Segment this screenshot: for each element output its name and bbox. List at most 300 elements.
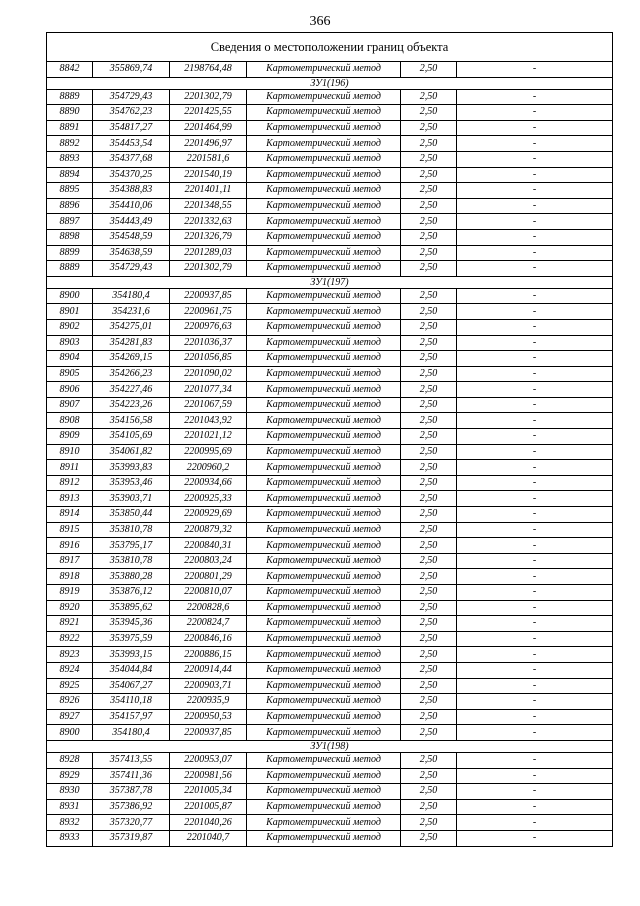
table-row	[47, 491, 613, 507]
table-row	[47, 460, 613, 476]
method-cell: Картометрический метод	[247, 229, 401, 245]
y-coordinate-cell: 2200846,16	[170, 631, 247, 647]
y-coordinate-cell: 2201036,37	[170, 335, 247, 351]
table-row	[47, 261, 613, 277]
x-coordinate-cell: 357411,36	[93, 768, 170, 784]
method-cell: Картометрический метод	[247, 815, 401, 831]
table-row	[47, 319, 613, 335]
description-cell: -	[457, 799, 613, 815]
method-cell: Картометрический метод	[247, 830, 401, 846]
boundary-coordinates-table	[46, 32, 613, 847]
table-row	[47, 366, 613, 382]
point-number-cell: 8896	[47, 198, 93, 214]
description-cell: -	[457, 475, 613, 491]
x-coordinate-cell: 353795,17	[93, 538, 170, 554]
y-coordinate-cell: 2201056,85	[170, 351, 247, 367]
x-coordinate-cell: 357319,87	[93, 830, 170, 846]
table-row	[47, 304, 613, 320]
x-coordinate-cell: 357413,55	[93, 752, 170, 768]
method-cell: Картометрический метод	[247, 784, 401, 800]
accuracy-cell: 2,50	[401, 120, 457, 136]
table-row	[47, 167, 613, 183]
method-cell: Картометрический метод	[247, 136, 401, 152]
group-header-row	[47, 276, 613, 288]
table-row	[47, 569, 613, 585]
description-cell: -	[457, 538, 613, 554]
table-row	[47, 585, 613, 601]
point-number-cell: 8911	[47, 460, 93, 476]
x-coordinate-cell: 353880,28	[93, 569, 170, 585]
table-row	[47, 351, 613, 367]
method-cell: Картометрический метод	[247, 335, 401, 351]
point-number-cell: 8921	[47, 616, 93, 632]
y-coordinate-cell: 2201401,11	[170, 183, 247, 199]
table-row	[47, 752, 613, 768]
y-coordinate-cell: 2200937,85	[170, 725, 247, 741]
y-coordinate-cell: 2200810,07	[170, 585, 247, 601]
method-cell: Картометрический метод	[247, 319, 401, 335]
point-number-cell: 8929	[47, 768, 93, 784]
x-coordinate-cell: 354388,83	[93, 183, 170, 199]
table-row	[47, 105, 613, 121]
accuracy-cell: 2,50	[401, 725, 457, 741]
accuracy-cell: 2,50	[401, 183, 457, 199]
description-cell: -	[457, 585, 613, 601]
method-cell: Картометрический метод	[247, 62, 401, 78]
point-number-cell: 8891	[47, 120, 93, 136]
x-coordinate-cell: 354817,27	[93, 120, 170, 136]
table-row	[47, 616, 613, 632]
x-coordinate-cell: 354156,58	[93, 413, 170, 429]
method-cell: Картометрический метод	[247, 491, 401, 507]
x-coordinate-cell: 354370,25	[93, 167, 170, 183]
x-coordinate-cell: 354180,4	[93, 725, 170, 741]
y-coordinate-cell: 2201302,79	[170, 261, 247, 277]
accuracy-cell: 2,50	[401, 616, 457, 632]
table-row	[47, 413, 613, 429]
accuracy-cell: 2,50	[401, 460, 457, 476]
table-row	[47, 136, 613, 152]
point-number-cell: 8894	[47, 167, 93, 183]
y-coordinate-cell: 2201005,87	[170, 799, 247, 815]
method-cell: Картометрический метод	[247, 662, 401, 678]
description-cell: -	[457, 245, 613, 261]
description-cell: -	[457, 120, 613, 136]
accuracy-cell: 2,50	[401, 553, 457, 569]
table-row	[47, 709, 613, 725]
method-cell: Картометрический метод	[247, 799, 401, 815]
y-coordinate-cell: 2200929,69	[170, 507, 247, 523]
y-coordinate-cell: 2200840,31	[170, 538, 247, 554]
description-cell: -	[457, 491, 613, 507]
accuracy-cell: 2,50	[401, 366, 457, 382]
table-row	[47, 335, 613, 351]
accuracy-cell: 2,50	[401, 799, 457, 815]
y-coordinate-cell: 2201332,63	[170, 214, 247, 230]
method-cell: Картометрический метод	[247, 397, 401, 413]
group-label: ЗУ1(196)	[47, 77, 613, 89]
x-coordinate-cell: 354729,43	[93, 89, 170, 105]
y-coordinate-cell: 2201581,6	[170, 151, 247, 167]
group-header-row	[47, 77, 613, 89]
description-cell: -	[457, 444, 613, 460]
y-coordinate-cell: 2201067,59	[170, 397, 247, 413]
description-cell: -	[457, 151, 613, 167]
accuracy-cell: 2,50	[401, 600, 457, 616]
accuracy-cell: 2,50	[401, 198, 457, 214]
table-row	[47, 678, 613, 694]
x-coordinate-cell: 353876,12	[93, 585, 170, 601]
point-number-cell: 8930	[47, 784, 93, 800]
accuracy-cell: 2,50	[401, 784, 457, 800]
y-coordinate-cell: 2200886,15	[170, 647, 247, 663]
y-coordinate-cell: 2200803,24	[170, 553, 247, 569]
x-coordinate-cell: 353810,78	[93, 522, 170, 538]
method-cell: Картометрический метод	[247, 507, 401, 523]
table-row	[47, 245, 613, 261]
description-cell: -	[457, 198, 613, 214]
table-row	[47, 662, 613, 678]
accuracy-cell: 2,50	[401, 167, 457, 183]
description-cell: -	[457, 616, 613, 632]
accuracy-cell: 2,50	[401, 288, 457, 304]
point-number-cell: 8912	[47, 475, 93, 491]
x-coordinate-cell: 354762,23	[93, 105, 170, 121]
method-cell: Картометрический метод	[247, 151, 401, 167]
description-cell: -	[457, 397, 613, 413]
point-number-cell: 8928	[47, 752, 93, 768]
x-coordinate-cell: 353953,46	[93, 475, 170, 491]
accuracy-cell: 2,50	[401, 694, 457, 710]
point-number-cell: 8900	[47, 288, 93, 304]
accuracy-cell: 2,50	[401, 62, 457, 78]
x-coordinate-cell: 354269,15	[93, 351, 170, 367]
y-coordinate-cell: 2200981,56	[170, 768, 247, 784]
method-cell: Картометрический метод	[247, 694, 401, 710]
accuracy-cell: 2,50	[401, 335, 457, 351]
description-cell: -	[457, 89, 613, 105]
y-coordinate-cell: 2200801,29	[170, 569, 247, 585]
x-coordinate-cell: 354067,27	[93, 678, 170, 694]
table-row	[47, 830, 613, 846]
point-number-cell: 8933	[47, 830, 93, 846]
accuracy-cell: 2,50	[401, 569, 457, 585]
accuracy-cell: 2,50	[401, 830, 457, 846]
accuracy-cell: 2,50	[401, 491, 457, 507]
y-coordinate-cell: 2201348,55	[170, 198, 247, 214]
method-cell: Картометрический метод	[247, 105, 401, 121]
x-coordinate-cell: 355869,74	[93, 62, 170, 78]
accuracy-cell: 2,50	[401, 136, 457, 152]
method-cell: Картометрический метод	[247, 475, 401, 491]
y-coordinate-cell: 2201043,92	[170, 413, 247, 429]
point-number-cell: 8903	[47, 335, 93, 351]
point-number-cell: 8909	[47, 429, 93, 445]
point-number-cell: 8889	[47, 89, 93, 105]
y-coordinate-cell: 2201021,12	[170, 429, 247, 445]
x-coordinate-cell: 354061,82	[93, 444, 170, 460]
x-coordinate-cell: 357387,78	[93, 784, 170, 800]
description-cell: -	[457, 507, 613, 523]
description-cell: -	[457, 214, 613, 230]
method-cell: Картометрический метод	[247, 585, 401, 601]
y-coordinate-cell: 2200935,9	[170, 694, 247, 710]
group-label: ЗУ1(197)	[47, 276, 613, 288]
description-cell: -	[457, 709, 613, 725]
y-coordinate-cell: 2201289,03	[170, 245, 247, 261]
point-number-cell: 8890	[47, 105, 93, 121]
description-cell: -	[457, 105, 613, 121]
accuracy-cell: 2,50	[401, 229, 457, 245]
x-coordinate-cell: 354110,18	[93, 694, 170, 710]
table-row	[47, 475, 613, 491]
point-number-cell: 8920	[47, 600, 93, 616]
accuracy-cell: 2,50	[401, 507, 457, 523]
description-cell: -	[457, 304, 613, 320]
accuracy-cell: 2,50	[401, 678, 457, 694]
y-coordinate-cell: 2201464,99	[170, 120, 247, 136]
method-cell: Картометрический метод	[247, 366, 401, 382]
point-number-cell: 8910	[47, 444, 93, 460]
description-cell: -	[457, 553, 613, 569]
description-cell: -	[457, 183, 613, 199]
point-number-cell: 8899	[47, 245, 93, 261]
point-number-cell: 8916	[47, 538, 93, 554]
x-coordinate-cell: 354443,49	[93, 214, 170, 230]
accuracy-cell: 2,50	[401, 89, 457, 105]
description-cell: -	[457, 725, 613, 741]
table-row	[47, 89, 613, 105]
description-cell: -	[457, 460, 613, 476]
method-cell: Картометрический метод	[247, 709, 401, 725]
table-row	[47, 725, 613, 741]
accuracy-cell: 2,50	[401, 382, 457, 398]
table-row	[47, 151, 613, 167]
method-cell: Картометрический метод	[247, 382, 401, 398]
method-cell: Картометрический метод	[247, 678, 401, 694]
y-coordinate-cell: 2200937,85	[170, 288, 247, 304]
table-row	[47, 600, 613, 616]
accuracy-cell: 2,50	[401, 768, 457, 784]
x-coordinate-cell: 353810,78	[93, 553, 170, 569]
table-header-row	[47, 33, 613, 62]
y-coordinate-cell: 2201077,34	[170, 382, 247, 398]
y-coordinate-cell: 2201540,19	[170, 167, 247, 183]
accuracy-cell: 2,50	[401, 538, 457, 554]
x-coordinate-cell: 354044,84	[93, 662, 170, 678]
table-row	[47, 647, 613, 663]
method-cell: Картометрический метод	[247, 167, 401, 183]
point-number-cell: 8905	[47, 366, 93, 382]
method-cell: Картометрический метод	[247, 214, 401, 230]
x-coordinate-cell: 354275,01	[93, 319, 170, 335]
description-cell: -	[457, 229, 613, 245]
description-cell: -	[457, 136, 613, 152]
point-number-cell: 8915	[47, 522, 93, 538]
method-cell: Картометрический метод	[247, 429, 401, 445]
description-cell: -	[457, 768, 613, 784]
x-coordinate-cell: 353993,15	[93, 647, 170, 663]
description-cell: -	[457, 62, 613, 78]
method-cell: Картометрический метод	[247, 304, 401, 320]
accuracy-cell: 2,50	[401, 631, 457, 647]
accuracy-cell: 2,50	[401, 413, 457, 429]
point-number-cell: 8895	[47, 183, 93, 199]
point-number-cell: 8842	[47, 62, 93, 78]
table-row	[47, 382, 613, 398]
point-number-cell: 8914	[47, 507, 93, 523]
x-coordinate-cell: 353895,62	[93, 600, 170, 616]
x-coordinate-cell: 354266,23	[93, 366, 170, 382]
y-coordinate-cell: 2201302,79	[170, 89, 247, 105]
point-number-cell: 8931	[47, 799, 93, 815]
x-coordinate-cell: 354227,46	[93, 382, 170, 398]
method-cell: Картометрический метод	[247, 600, 401, 616]
description-cell: -	[457, 335, 613, 351]
x-coordinate-cell: 357386,92	[93, 799, 170, 815]
description-cell: -	[457, 678, 613, 694]
point-number-cell: 8925	[47, 678, 93, 694]
x-coordinate-cell: 354231,6	[93, 304, 170, 320]
x-coordinate-cell: 354548,59	[93, 229, 170, 245]
accuracy-cell: 2,50	[401, 475, 457, 491]
x-coordinate-cell: 354281,83	[93, 335, 170, 351]
point-number-cell: 8907	[47, 397, 93, 413]
y-coordinate-cell: 2200879,32	[170, 522, 247, 538]
y-coordinate-cell: 2200925,33	[170, 491, 247, 507]
method-cell: Картометрический метод	[247, 261, 401, 277]
description-cell: -	[457, 830, 613, 846]
description-cell: -	[457, 429, 613, 445]
point-number-cell: 8904	[47, 351, 93, 367]
y-coordinate-cell: 2200824,7	[170, 616, 247, 632]
accuracy-cell: 2,50	[401, 319, 457, 335]
description-cell: -	[457, 569, 613, 585]
point-number-cell: 8908	[47, 413, 93, 429]
y-coordinate-cell: 2200995,69	[170, 444, 247, 460]
method-cell: Картометрический метод	[247, 413, 401, 429]
description-cell: -	[457, 261, 613, 277]
y-coordinate-cell: 2201040,26	[170, 815, 247, 831]
method-cell: Картометрический метод	[247, 288, 401, 304]
point-number-cell: 8901	[47, 304, 93, 320]
table-row	[47, 183, 613, 199]
accuracy-cell: 2,50	[401, 522, 457, 538]
table-row	[47, 522, 613, 538]
description-cell: -	[457, 288, 613, 304]
table-row	[47, 214, 613, 230]
table-row	[47, 768, 613, 784]
y-coordinate-cell: 2201005,34	[170, 784, 247, 800]
method-cell: Картометрический метод	[247, 89, 401, 105]
description-cell: -	[457, 382, 613, 398]
x-coordinate-cell: 354157,97	[93, 709, 170, 725]
x-coordinate-cell: 354729,43	[93, 261, 170, 277]
point-number-cell: 8932	[47, 815, 93, 831]
accuracy-cell: 2,50	[401, 815, 457, 831]
method-cell: Картометрический метод	[247, 198, 401, 214]
table-row	[47, 62, 613, 78]
method-cell: Картометрический метод	[247, 460, 401, 476]
x-coordinate-cell: 354638,59	[93, 245, 170, 261]
point-number-cell: 8902	[47, 319, 93, 335]
point-number-cell: 8892	[47, 136, 93, 152]
y-coordinate-cell: 2200914,44	[170, 662, 247, 678]
y-coordinate-cell: 2201040,7	[170, 830, 247, 846]
accuracy-cell: 2,50	[401, 752, 457, 768]
y-coordinate-cell: 2201425,55	[170, 105, 247, 121]
table-row	[47, 553, 613, 569]
table-row	[47, 631, 613, 647]
accuracy-cell: 2,50	[401, 151, 457, 167]
table-row	[47, 694, 613, 710]
table-row	[47, 507, 613, 523]
y-coordinate-cell: 2200976,63	[170, 319, 247, 335]
description-cell: -	[457, 413, 613, 429]
table-row	[47, 397, 613, 413]
x-coordinate-cell: 353945,36	[93, 616, 170, 632]
x-coordinate-cell: 353903,71	[93, 491, 170, 507]
description-cell: -	[457, 694, 613, 710]
description-cell: -	[457, 600, 613, 616]
description-cell: -	[457, 647, 613, 663]
table-row	[47, 429, 613, 445]
description-cell: -	[457, 351, 613, 367]
method-cell: Картометрический метод	[247, 616, 401, 632]
method-cell: Картометрический метод	[247, 631, 401, 647]
point-number-cell: 8922	[47, 631, 93, 647]
table-row	[47, 229, 613, 245]
accuracy-cell: 2,50	[401, 105, 457, 121]
description-cell: -	[457, 522, 613, 538]
method-cell: Картометрический метод	[247, 351, 401, 367]
table-row	[47, 198, 613, 214]
y-coordinate-cell: 2200828,6	[170, 600, 247, 616]
method-cell: Картометрический метод	[247, 647, 401, 663]
accuracy-cell: 2,50	[401, 444, 457, 460]
method-cell: Картометрический метод	[247, 725, 401, 741]
y-coordinate-cell: 2200961,75	[170, 304, 247, 320]
point-number-cell: 8889	[47, 261, 93, 277]
method-cell: Картометрический метод	[247, 245, 401, 261]
y-coordinate-cell: 2198764,48	[170, 62, 247, 78]
method-cell: Картометрический метод	[247, 444, 401, 460]
description-cell: -	[457, 366, 613, 382]
point-number-cell: 8906	[47, 382, 93, 398]
table-row	[47, 120, 613, 136]
accuracy-cell: 2,50	[401, 351, 457, 367]
point-number-cell: 8917	[47, 553, 93, 569]
point-number-cell: 8893	[47, 151, 93, 167]
description-cell: -	[457, 167, 613, 183]
point-number-cell: 8919	[47, 585, 93, 601]
accuracy-cell: 2,50	[401, 709, 457, 725]
page-number: 366	[309, 14, 331, 29]
description-cell: -	[457, 319, 613, 335]
accuracy-cell: 2,50	[401, 304, 457, 320]
accuracy-cell: 2,50	[401, 662, 457, 678]
description-cell: -	[457, 631, 613, 647]
point-number-cell: 8900	[47, 725, 93, 741]
method-cell: Картометрический метод	[247, 569, 401, 585]
y-coordinate-cell: 2200950,53	[170, 709, 247, 725]
method-cell: Картометрический метод	[247, 183, 401, 199]
description-cell: -	[457, 752, 613, 768]
table-row	[47, 799, 613, 815]
y-coordinate-cell: 2200953,07	[170, 752, 247, 768]
accuracy-cell: 2,50	[401, 397, 457, 413]
method-cell: Картометрический метод	[247, 522, 401, 538]
